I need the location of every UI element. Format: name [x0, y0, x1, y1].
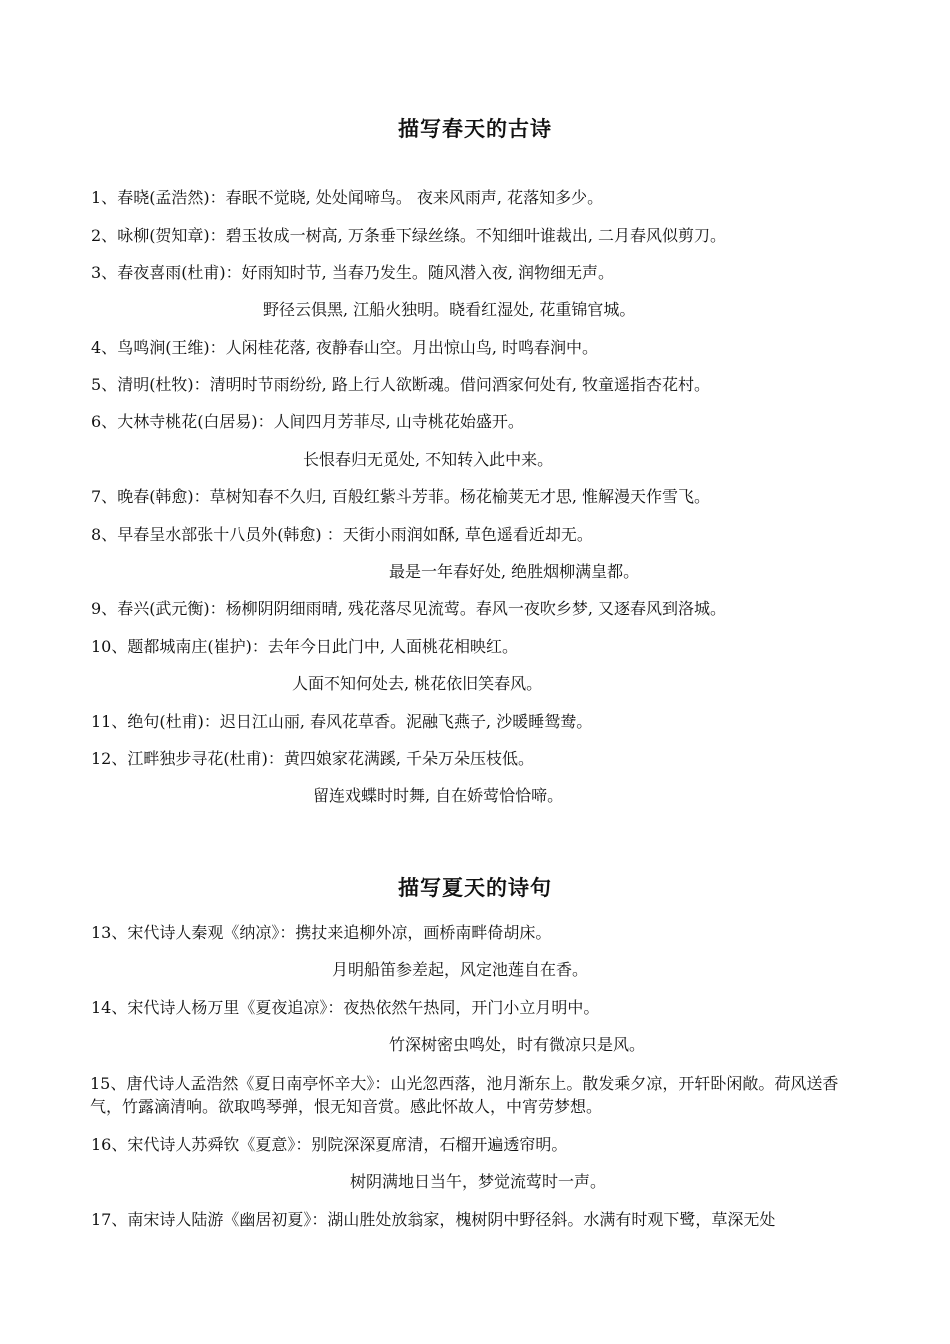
- poem-item-1: 1、春晓(孟浩然)：春眠不觉晓, 处处闻啼鸟。 夜来风雨声, 花落知多少。: [91, 188, 604, 207]
- section-title-spring: 描写春天的古诗: [398, 116, 552, 141]
- poem-item-7: 7、晚春(韩愈)：草树知春不久归, 百般红紫斗芳菲。杨花榆荚无才思, 惟解漫天作雪飞。: [91, 487, 711, 506]
- poem-item-13-continuation: 月明船笛参差起，风定池莲自在香。: [332, 960, 589, 979]
- poem-item-10-continuation: 人面不知何处去, 桃花依旧笑春风。: [292, 674, 543, 693]
- poem-item-13: 13、宋代诗人秦观《纳凉》：携扙来追柳外凉，画桥南畔倚胡床。: [91, 923, 552, 942]
- section-title-summer: 描写夏天的诗句: [398, 875, 552, 900]
- poem-item-6-continuation: 长恨春归无觅处, 不知转入此中来。: [303, 450, 554, 469]
- poem-item-2: 2、咏柳(贺知章)：碧玉妆成一树高, 万条垂下绿丝绦。不知细叶谁裁出, 二月春风似剪刀。: [91, 226, 727, 245]
- poem-item-8-continuation: 最是一年春好处, 绝胜烟柳满皇都。: [389, 562, 640, 581]
- poem-item-16-continuation: 树阴满地日当午，梦觉流莺时一声。: [350, 1172, 607, 1191]
- poem-item-14-continuation: 竹深树密虫鸣处，时有微凉只是风。: [389, 1035, 646, 1054]
- poem-item-10: 10、题都城南庄(崔护)：去年今日此门中, 人面桃花相映红。: [91, 637, 519, 656]
- poem-item-5: 5、清明(杜牧)：清明时节雨纷纷, 路上行人欲断魂。借问酒家何处有, 牧童遥指杏花村。: [91, 375, 711, 394]
- poem-item-3-continuation: 野径云俱黑, 江船火独明。晓看红湿处, 花重锦官城。: [263, 300, 636, 319]
- poem-item-8: 8、早春呈水部张十八员外(韩愈) ：天街小雨润如酥, 草色遥看近却无。: [91, 525, 593, 544]
- poem-item-15: 15、唐代诗人孟浩然《夏日南亭怀辛大》：山光忽西落，池月渐东上。散发乘夕凉，开轩卧闲敞。荷风送香气，竹露滴清响。欲取鸣琴弹，恨无知音赏。感此怀故人，中宵劳梦想。: [90, 1074, 839, 1116]
- poem-item-6: 6、大林寺桃花(白居易)：人间四月芳菲尽, 山寺桃花始盛开。: [91, 412, 524, 431]
- poem-item-12: 12、江畔独步寻花(杜甫)：黄四娘家花满蹊, 千朵万朵压枝低。: [91, 749, 535, 768]
- poem-item-3: 3、春夜喜雨(杜甫)：好雨知时节, 当春乃发生。随风潜入夜, 润物细无声。: [91, 263, 615, 282]
- poem-item-16: 16、宋代诗人苏舜钦《夏意》：别院深深夏席清，石榴开遍透帘明。: [91, 1135, 568, 1154]
- poem-item-11: 11、绝句(杜甫)：迟日江山丽, 春风花草香。泥融飞燕子, 沙暖睡鸳鸯。: [91, 712, 593, 731]
- poem-item-17: 17、南宋诗人陆游《幽居初夏》：湖山胜处放翁家，槐树阴中野径斜。水满有时观下鹭，草深无处: [91, 1210, 776, 1229]
- poem-item-9: 9、春兴(武元衡)：杨柳阴阴细雨晴, 残花落尽见流莺。春风一夜吹乡梦, 又逐春风到洛城。: [91, 599, 727, 618]
- poem-item-14: 14、宋代诗人杨万里《夏夜追凉》：夜热依然午热同，开门小立月明中。: [91, 998, 600, 1017]
- poem-item-12-continuation: 留连戏蝶时时舞, 自在娇莺恰恰啼。: [313, 786, 564, 805]
- poem-item-4: 4、鸟鸣涧(王维)：人闲桂花落, 夜静春山空。月出惊山鸟, 时鸣春涧中。: [91, 338, 599, 357]
